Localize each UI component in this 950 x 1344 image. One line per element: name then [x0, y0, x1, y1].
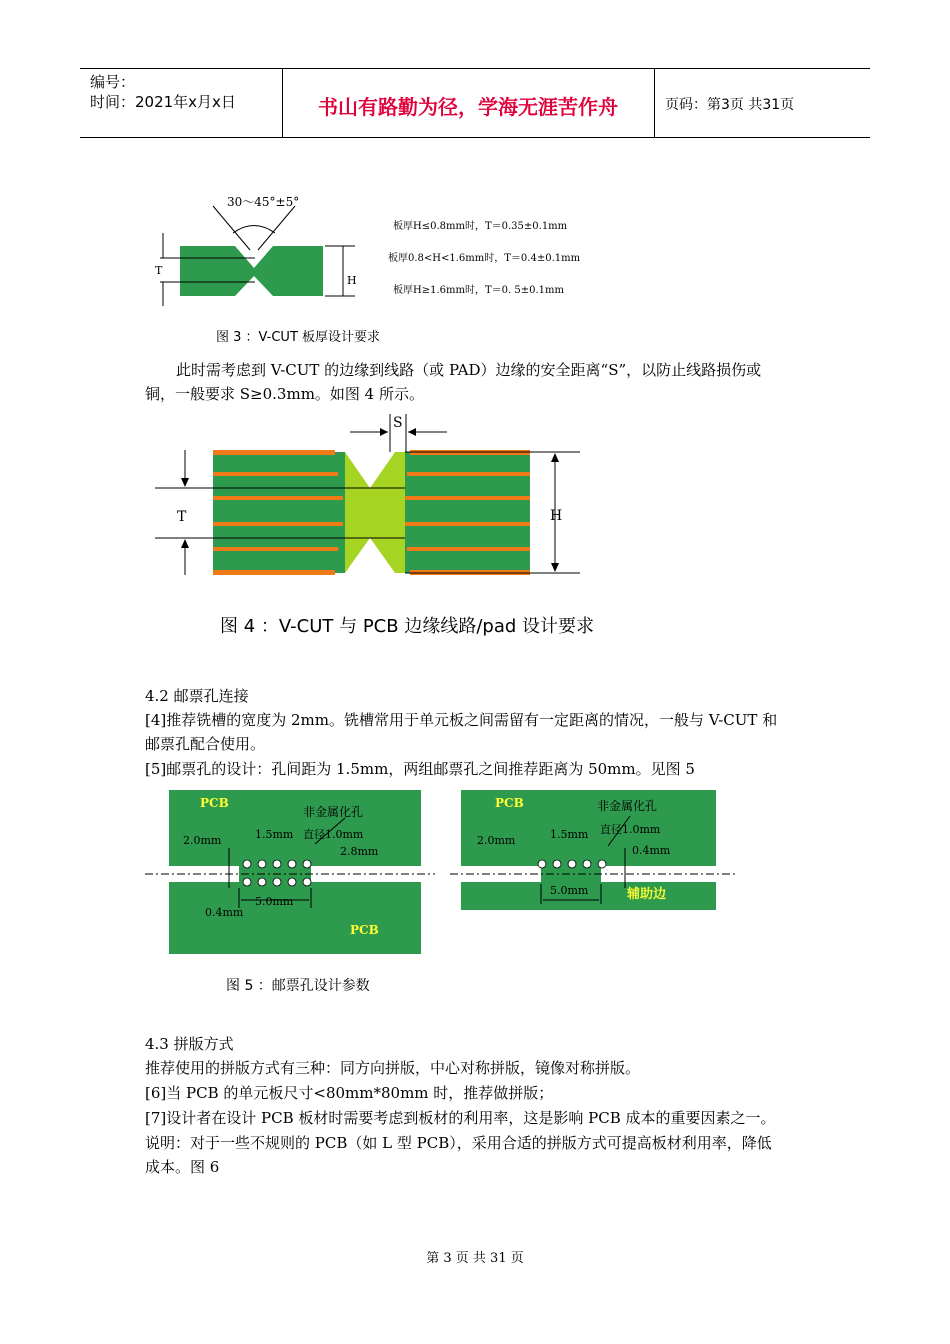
page-footer: 第 3 页 共 31 页: [426, 1251, 524, 1266]
note-line2: 成本。图 6: [145, 1158, 220, 1176]
figure-3-vcut-thickness: [145, 188, 605, 308]
fig5-right-d50: 5.0mm: [550, 884, 589, 897]
header-right-cell: [655, 69, 870, 137]
fig5-right-aux-edge: [461, 880, 716, 910]
document-number-label: 编号：: [90, 73, 136, 91]
fig3-angle-label: 30～45°±5°: [227, 195, 300, 209]
fig5-left-d50: 5.0mm: [255, 895, 294, 908]
fig5-right-d04: 0.4mm: [632, 844, 671, 857]
section-4-3-paragraph: 推荐使用的拼版方式有三种：同方向拼版，中心对称拼版，镜像对称拼版。: [145, 1059, 641, 1077]
header-left-cell: [80, 69, 283, 137]
figure-5-stamp-holes: [145, 788, 745, 958]
figure-5-caption: 图 5 ：邮票孔设计参数: [226, 978, 370, 994]
fig5-right-dia: 直径1.0mm: [600, 823, 661, 836]
paragraph-vcut-safety-line1: 此时需考虑到 V-CUT 的边缘到线路（或 PAD）边缘的安全距离“S”，以防止线路损伤或: [176, 361, 762, 379]
fig5-left-pcb-label-bottom: PCB: [350, 923, 379, 937]
document-time-label: 时间：2021年x月x日: [90, 93, 236, 111]
fig5-left-pcb-label-top: PCB: [200, 796, 229, 810]
fig5-left-d20: 2.0mm: [183, 834, 222, 847]
fig5-left-hole-label: 非金属化孔: [303, 805, 364, 819]
section-4-3-title: 4.3 拼版方式: [145, 1035, 234, 1053]
fig5-right-hole-label: 非金属化孔: [597, 799, 658, 813]
fig3-board-profile: [180, 246, 323, 296]
fig4-s-label: S: [393, 415, 403, 431]
paragraph-vcut-safety-line2: 铜，一般要求 S≥0.3mm。如图 4 所示。: [145, 385, 424, 403]
fig5-right-d15: 1.5mm: [550, 828, 589, 841]
fig3-rule-1: 板厚H≤0.8mm时，T＝0.35±0.1mm: [393, 221, 568, 232]
fig5-left-d28: 2.8mm: [340, 845, 379, 858]
fig3-t-label: T: [155, 264, 163, 277]
item-4-line2: 邮票孔配合使用。: [145, 735, 266, 753]
figure-3-caption: 图 3 ：V-CUT 板厚设计要求: [216, 330, 381, 345]
header-motto: 书山有路勤为径，学海无涯苦作舟: [318, 95, 618, 119]
figure-4-caption: 图 4 ：V-CUT 与 PCB 边缘线路/pad 设计要求: [220, 616, 594, 637]
fig4-t-label: T: [177, 509, 187, 525]
fig3-rule-3: 板厚H≥1.6mm时，T＝0. 5±0.1mm: [393, 285, 564, 296]
page-header: [80, 68, 870, 138]
fig5-right-pcb-label: PCB: [495, 796, 524, 810]
header-middle-cell: [282, 69, 655, 137]
fig5-right-aux-label: 辅助边: [627, 887, 667, 902]
fig5-right-d20: 2.0mm: [477, 834, 516, 847]
fig3-h-label: H: [347, 274, 357, 287]
section-4-2-title: 4.2 邮票孔连接: [145, 687, 249, 705]
item-6: [6]当 PCB 的单元板尺寸<80mm*80mm 时，推荐做拼版；: [145, 1084, 554, 1102]
note-line1: 说明：对于一些不规则的 PCB（如 L 型 PCB），采用合适的拼版方式可提高板材利用率，降低: [145, 1134, 772, 1152]
fig3-rule-2: 板厚0.8<H<1.6mm时，T＝0.4±0.1mm: [388, 253, 581, 264]
item-5: [5]邮票孔的设计：孔间距为 1.5mm，两组邮票孔之间推荐距离为 50mm。见图 5: [145, 760, 695, 778]
header-page-info: 页码：第3页 共31页: [665, 97, 795, 113]
item-7: [7]设计者在设计 PCB 板材时需要考虑到板材的利用率，这是影响 PCB 成本的重要因素之一。: [145, 1109, 776, 1127]
item-4-line1: [4]推荐铣槽的宽度为 2mm。铣槽常用于单元板之间需留有一定距离的情况，一般与 V-CUT 和: [145, 711, 778, 729]
fig5-left-dia: 直径1.0mm: [303, 828, 364, 841]
fig4-h-label: H: [550, 508, 563, 524]
fig5-left-d04: 0.4mm: [205, 906, 244, 919]
figure-4-vcut-edge-clearance: [155, 410, 585, 580]
fig5-left-d15: 1.5mm: [255, 828, 294, 841]
